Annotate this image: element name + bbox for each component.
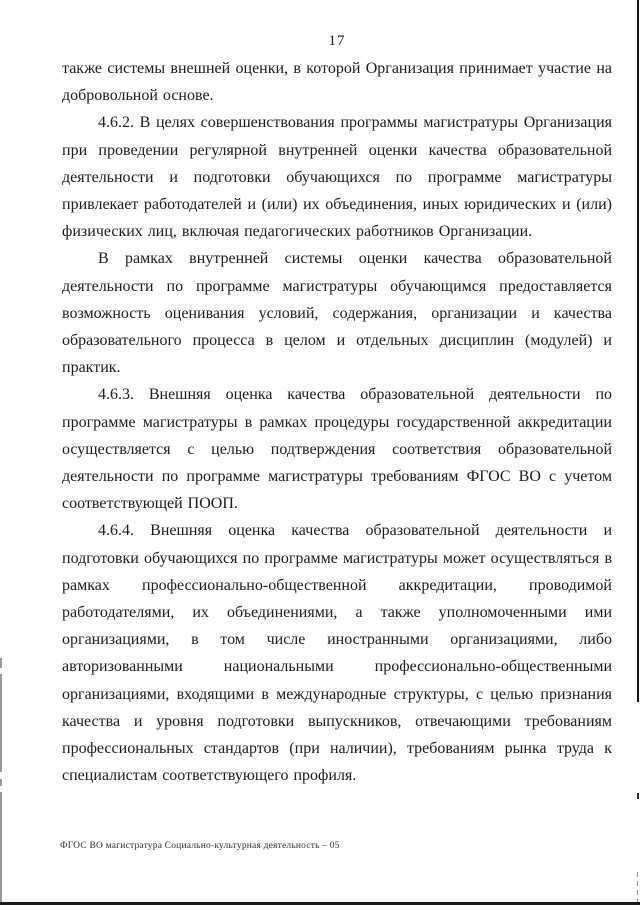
page-number: 17 — [328, 33, 346, 49]
paragraph: также системы внешней оценки, в которой Организация принимает участие на добровольной основе. — [62, 60, 612, 105]
paragraph: 4.6.2. В целях совершенствования программы магистратуры Организация при проведении регулярной внутренней оценки качества образовательной деятельности и подготовки обучающихся по программе магистратуры привлекает работодателей и (или) их объединения, иных юридических и (или) физических лиц, включая педагогических работников Организации. — [62, 114, 612, 241]
scan-artifact-left-line — [0, 658, 2, 905]
page-footer: ФГОС ВО магистратура Социально-культурная деятельность – 05 — [60, 841, 340, 851]
paragraph: 4.6.4. Внешняя оценка качества образовательной деятельности и подготовки обучающихся по программе магистратуры может осуществляться в рамках профессионально-общественной аккредитации, проводимой работодателями, их объединениями, а также уполномоченными ими организациями, в том числе иностранными организациями, либо авторизованными национальными профессионально-общественными организациями, входящими в международные структуры, с целью признания качества и уровня подготовки выпускников, отвечающими требованиям профессиональных стандартов (при наличии), требованиям рынка труда к специалистам соответствующего профиля. — [62, 522, 612, 785]
paragraph: В рамках внутренней системы оценки качества образовательной деятельности по программе магистратуры обучающимся предоставляется возможность оценивания условий, содержания, организации и качества образовательного процесса в целом и отдельных дисциплин (модулей) и практик. — [62, 250, 612, 377]
scan-artifact-right-dash — [637, 793, 639, 799]
scan-artifact-right-dashes — [637, 872, 638, 905]
page-content — [62, 55, 612, 789]
paragraph: 4.6.3. Внешняя оценка качества образовательной деятельности по программе магистратуры в рамках процедуры государственной аккредитации осуществляется с целью подтверждения соответствия образовательной деятельности по программе магистратуры требованиям ФГОС ВО с учетом соответствующей ПООП. — [62, 386, 612, 513]
scan-artifact-right-line — [637, 0, 639, 702]
